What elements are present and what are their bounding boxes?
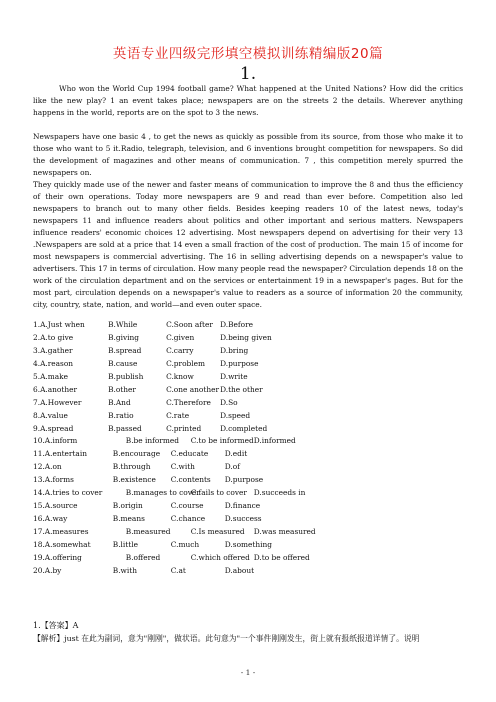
option-b: B.giving: [108, 332, 139, 342]
option-row: [33, 526, 316, 539]
option-row: [33, 332, 316, 345]
option-c: C.Therefore: [166, 397, 211, 407]
option-number: 1.: [33, 320, 41, 329]
option-b: B.origin: [112, 501, 143, 511]
option-d: D.being given: [220, 332, 272, 342]
option-number: 20.: [33, 565, 45, 575]
option-b: B.through: [112, 462, 151, 472]
option-c: C.with: [170, 462, 195, 472]
option-b: B.And: [108, 397, 131, 407]
option-d: D.purpose: [224, 475, 264, 485]
option-d: D.completed: [220, 423, 268, 433]
option-d: D.bring: [220, 345, 249, 355]
option-b: B.existence: [112, 475, 156, 485]
option-row: [33, 513, 316, 526]
option-c: C.to be informed: [190, 436, 254, 446]
option-a: A.way: [44, 514, 68, 524]
option-number: 12.: [33, 462, 45, 472]
option-d: D.succeeds in: [253, 488, 306, 498]
option-c: C.Is measured: [190, 527, 245, 536]
option-row: [33, 397, 316, 410]
option-d: D.write: [220, 371, 248, 381]
option-a: A.another: [40, 384, 78, 394]
section-number: 1.: [239, 64, 257, 84]
option-d: D.the other: [220, 384, 263, 394]
option-c: C.which offered: [190, 552, 250, 562]
page-number: - 1 -: [240, 668, 256, 677]
option-c: C.contents: [170, 475, 211, 485]
option-row: [33, 410, 316, 423]
option-number: 3.: [33, 345, 41, 355]
option-c: C.one another: [166, 384, 219, 394]
option-a: A.However: [40, 397, 82, 407]
option-number: 19.: [33, 552, 45, 562]
option-c: C.printed: [166, 423, 202, 433]
option-c: C.carry: [166, 345, 194, 355]
option-row: [33, 435, 316, 448]
option-d: D.purpose: [220, 358, 259, 368]
option-row: [33, 423, 316, 436]
option-b: B.spread: [108, 345, 142, 355]
option-a: A.by: [44, 565, 62, 575]
option-number: 11.: [33, 449, 45, 459]
option-b: B.means: [112, 514, 145, 524]
option-row: [33, 565, 316, 578]
document-title: 英语专业四级完形填空模拟训练精编版20篇: [112, 46, 384, 62]
option-d: D.informed: [253, 436, 296, 446]
option-a: A.forms: [44, 475, 74, 485]
passage-paragraph-2: Newspapers have one basic 4 , to get the news as quickly as possible from its source, from those who make it to those who want to 5 it.Radio, telegraph, television, and 6 inventions brought competition for newspapers. So did the development of magazines and other means of communication. 7 , this competition merely spurred the newspapers on.: [33, 132, 463, 177]
option-a: A.spread: [40, 423, 74, 433]
option-b: B.cause: [108, 358, 138, 368]
options-list: [33, 319, 316, 578]
option-c: C.know: [166, 371, 194, 381]
option-d: D.to be offered: [253, 552, 310, 562]
option-b: B.measured: [125, 527, 171, 536]
option-b: B.little: [112, 539, 138, 549]
option-c: C.course: [170, 501, 204, 511]
option-d: D.edit: [224, 449, 248, 459]
option-number: 14.: [33, 488, 45, 498]
option-c: C.problem: [166, 358, 205, 368]
option-a: A.tries to cover: [44, 488, 103, 498]
option-row: [33, 487, 316, 500]
option-b: B.publish: [108, 371, 144, 381]
option-c: C.given: [166, 332, 195, 342]
option-d: D.So: [220, 397, 238, 407]
option-d: D.was measured: [253, 527, 316, 536]
option-d: D.speed: [220, 410, 251, 420]
option-b: B.be informed: [125, 436, 179, 446]
option-b: B.offered: [125, 552, 161, 562]
option-row: [33, 358, 316, 371]
option-a: A.Just when: [40, 320, 85, 329]
option-b: B.ratio: [108, 410, 134, 420]
option-a: A.to give: [40, 332, 74, 342]
option-b: B.manages to cover: [125, 488, 200, 498]
option-d: D.success: [224, 514, 262, 524]
passage-paragraph-3: They quickly made use of the newer and faster means of communication to improve the 8 and thus the efficiency of their own operations. Today more newspapers are 9 and read than ever before. Competition also led newspapers to branch out to many other fields. Besides keeping readers 10 of the latest news, today's newspapers 11 and influence readers about politics and other important and serious matters. Newspapers influence readers' economic choices 12 advertising. Most newspapers depend on advertising for their very 13 .Newspapers are sold at a price that 14 even a small fraction of the cost of production. The main 15 of income for most newspapers is commercial advertising. The 16 in selling advertising depends on a newspaper's value to advertisers. This 17 in terms of circulation. How many people read the newspaper? Circulation depends 18 on the work of the circulation department and on the services or entertainment 19 in a newspaper's pages. But for the most part, circulation depends on a newspaper's value to readers as a source of information 20 the community, city, country, state, nation, and world—and even outer space.: [33, 180, 463, 309]
option-c: C.much: [170, 539, 200, 549]
option-number: 7.: [33, 397, 41, 407]
option-number: 18.: [33, 539, 45, 549]
option-a: A.make: [40, 371, 69, 381]
option-row: [33, 371, 316, 384]
option-a: A.reason: [40, 358, 74, 368]
option-c: C.fails to cover: [190, 488, 247, 498]
option-number: 10.: [33, 436, 45, 446]
option-d: D.something: [224, 539, 272, 549]
option-b: B.While: [108, 320, 138, 329]
option-row: [33, 448, 316, 461]
option-row: [33, 319, 316, 332]
option-row: [33, 539, 316, 552]
option-row: [33, 384, 316, 397]
option-c: C.Soon after: [166, 320, 213, 329]
option-c: C.educate: [170, 449, 209, 459]
option-row: [33, 474, 316, 487]
option-number: 16.: [33, 514, 45, 524]
option-d: D.about: [224, 565, 255, 575]
option-d: D.of: [224, 462, 240, 472]
answer-line: 1.【答案】A: [33, 621, 79, 630]
option-number: 5.: [33, 371, 41, 381]
passage-paragraph-1: Who won the World Cup 1994 football game? What happened at the United Nations? How did the critics like the new play? 1 an event takes place; newspapers are on the streets 2 the details. Wherever anything happens in the world, reports are on the spot to 3 the news.: [33, 84, 463, 117]
option-number: 15.: [33, 501, 45, 511]
option-a: A.value: [40, 410, 68, 420]
option-a: A.source: [44, 501, 78, 511]
option-number: 9.: [33, 423, 41, 433]
option-row: [33, 500, 316, 513]
option-c: C.rate: [166, 410, 190, 420]
option-d: D.Before: [220, 320, 253, 329]
option-b: B.with: [112, 565, 137, 575]
option-number: 13.: [33, 475, 45, 485]
option-a: A.somewhat: [44, 539, 91, 549]
option-number: 8.: [33, 410, 41, 420]
option-a: A.offering: [44, 552, 82, 562]
option-number: 4.: [33, 358, 41, 368]
option-number: 6.: [33, 384, 41, 394]
option-c: C.at: [170, 565, 186, 575]
option-number: 17.: [33, 527, 45, 536]
explanation-text: 【解析】just 在此为副词，意为"刚刚"，做状语。此句意为"一个事件刚刚发生，街上就有报纸报道详情了。说明: [33, 634, 420, 643]
option-a: A.on: [44, 462, 62, 472]
option-row: [33, 461, 316, 474]
option-b: B.passed: [108, 423, 142, 433]
option-c: C.chance: [170, 514, 206, 524]
option-a: A.entertain: [44, 449, 87, 459]
option-b: B.other: [108, 384, 136, 394]
option-a: A.measures: [44, 527, 89, 536]
option-number: 2.: [33, 332, 41, 342]
option-row: [33, 345, 316, 358]
option-d: D.finance: [224, 501, 261, 511]
option-a: A.inform: [44, 436, 78, 446]
option-b: B.encourage: [112, 449, 161, 459]
option-a: A.gather: [40, 345, 73, 355]
option-row: [33, 552, 316, 565]
